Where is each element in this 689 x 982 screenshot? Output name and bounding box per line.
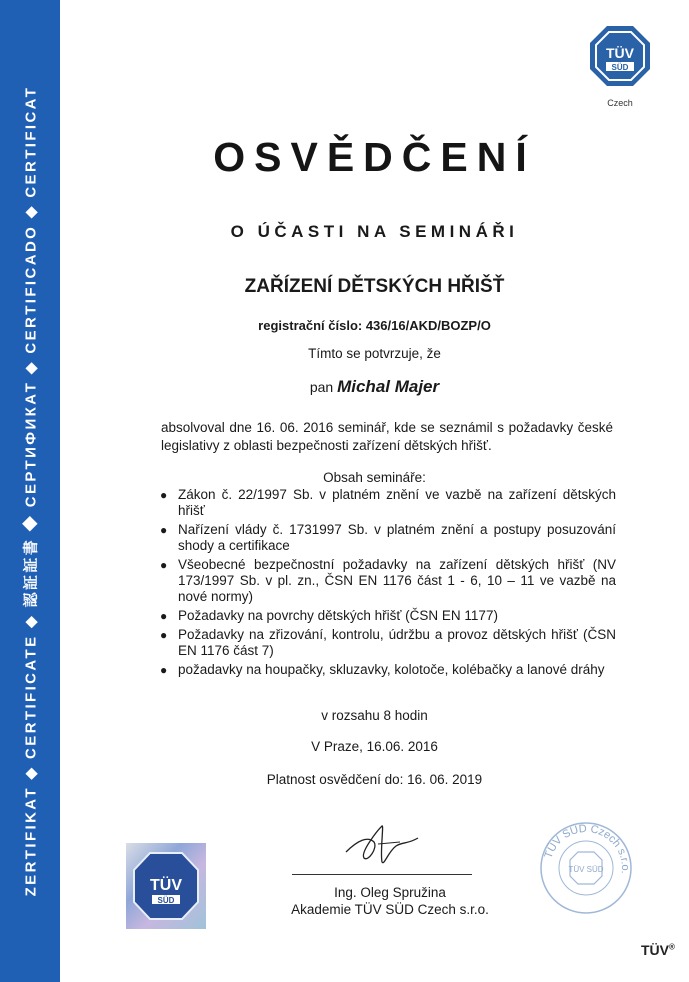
stamp-ring-text: TÜV SÜD Czech s.r.o. — [542, 822, 632, 875]
round-stamp-icon — [538, 820, 634, 916]
person-line — [60, 377, 689, 397]
list-item: ● požadavky na houpačky, skluzavky, kolotoče, kolébačky a lanové dráhy — [160, 662, 605, 677]
logo-sub: SÜD — [611, 63, 629, 72]
course-hours: v rozsahu 8 hodin — [321, 708, 428, 723]
bullet-icon: ● — [160, 523, 168, 537]
bullet-icon: ● — [160, 628, 168, 642]
bullet-icon: ● — [160, 488, 168, 502]
hologram-sub: SÜD — [157, 896, 175, 905]
content-list — [158, 487, 616, 681]
registration-number: registrační číslo: 436/16/AKD/BOZP/O — [258, 318, 491, 333]
signer-name: Ing. Oleg Spružina — [334, 885, 446, 900]
bullet-icon: ● — [160, 609, 168, 623]
hologram-brand: TÜV — [150, 877, 182, 894]
signer-organization: Akademie TÜV SÜD Czech s.r.o. — [291, 902, 489, 917]
list-item: ● Všeobecné bezpečnostní požadavky na zařízení dětských hřišť (NV 173/1997 Sb. v pl. zn., ČSN EN 1176 část 1 - 6, 10 – 11 ve vazbě na nové normy) — [160, 557, 616, 604]
side-band-text: ZERTIFIKAT ◆ CERTIFICATE ◆ 認証証書 ◆ СЕРТИФИКАТ ◆ CERTIFICADO ◆ CERTIFICAT — [22, 85, 40, 897]
bullet-icon: ● — [160, 558, 168, 572]
list-item: ● Nařízení vlády č. 1731997 Sb. v platném znění a postupy posuzování shody a certifikace — [160, 522, 616, 553]
content-title: Obsah semináře: — [323, 470, 426, 485]
bullet-icon: ● — [160, 663, 168, 677]
certificate-side-band — [0, 0, 60, 982]
hologram-sticker-icon — [126, 843, 206, 929]
tuv-sud-logo — [588, 24, 652, 88]
logo-caption: Czech — [607, 98, 633, 108]
validity-date: Platnost osvědčení do: 16. 06. 2019 — [266, 772, 483, 787]
logo-brand: TÜV — [606, 45, 634, 61]
certificate-title: OSVĚDČENÍ — [213, 134, 536, 180]
place-date: V Praze, 16.06. 2016 — [311, 739, 438, 754]
confirmation-text: Tímto se potvrzuje, že — [308, 346, 441, 361]
list-item: ● Požadavky na zřizování, kontrolu, údržbu a provoz dětských hřišť (ČSN EN 1176 část 7) — [160, 627, 616, 658]
certificate-subtitle: O ÚČASTI NA SEMINÁŘI — [230, 222, 519, 241]
stamp-center-text: TÜV SÜD — [568, 865, 604, 874]
attendance-paragraph: absolvoval dne 16. 06. 2016 seminář, kde se seznámil s požadavky české legislativy z oblasti bezpečnosti zařízení dětských hřišť. — [161, 420, 613, 453]
person-prefix: pan — [309, 379, 334, 395]
signature-line — [292, 874, 472, 875]
seminar-name: ZAŘÍZENÍ DĚTSKÝCH HŘIŠŤ — [244, 276, 505, 297]
list-item: ● Zákon č. 22/1997 Sb. v platném znění ve vazbě na zařízení dětských hřišť — [160, 487, 616, 518]
footer-tuv-mark: TÜV® — [641, 942, 675, 958]
signer-block — [270, 884, 510, 918]
tuv-octagon-icon — [588, 24, 652, 88]
list-item: ● Požadavky na povrchy dětských hřišť (ČSN EN 1177) — [160, 608, 498, 623]
person-name: Michal Majer — [337, 377, 440, 396]
handwritten-signature — [338, 822, 428, 870]
